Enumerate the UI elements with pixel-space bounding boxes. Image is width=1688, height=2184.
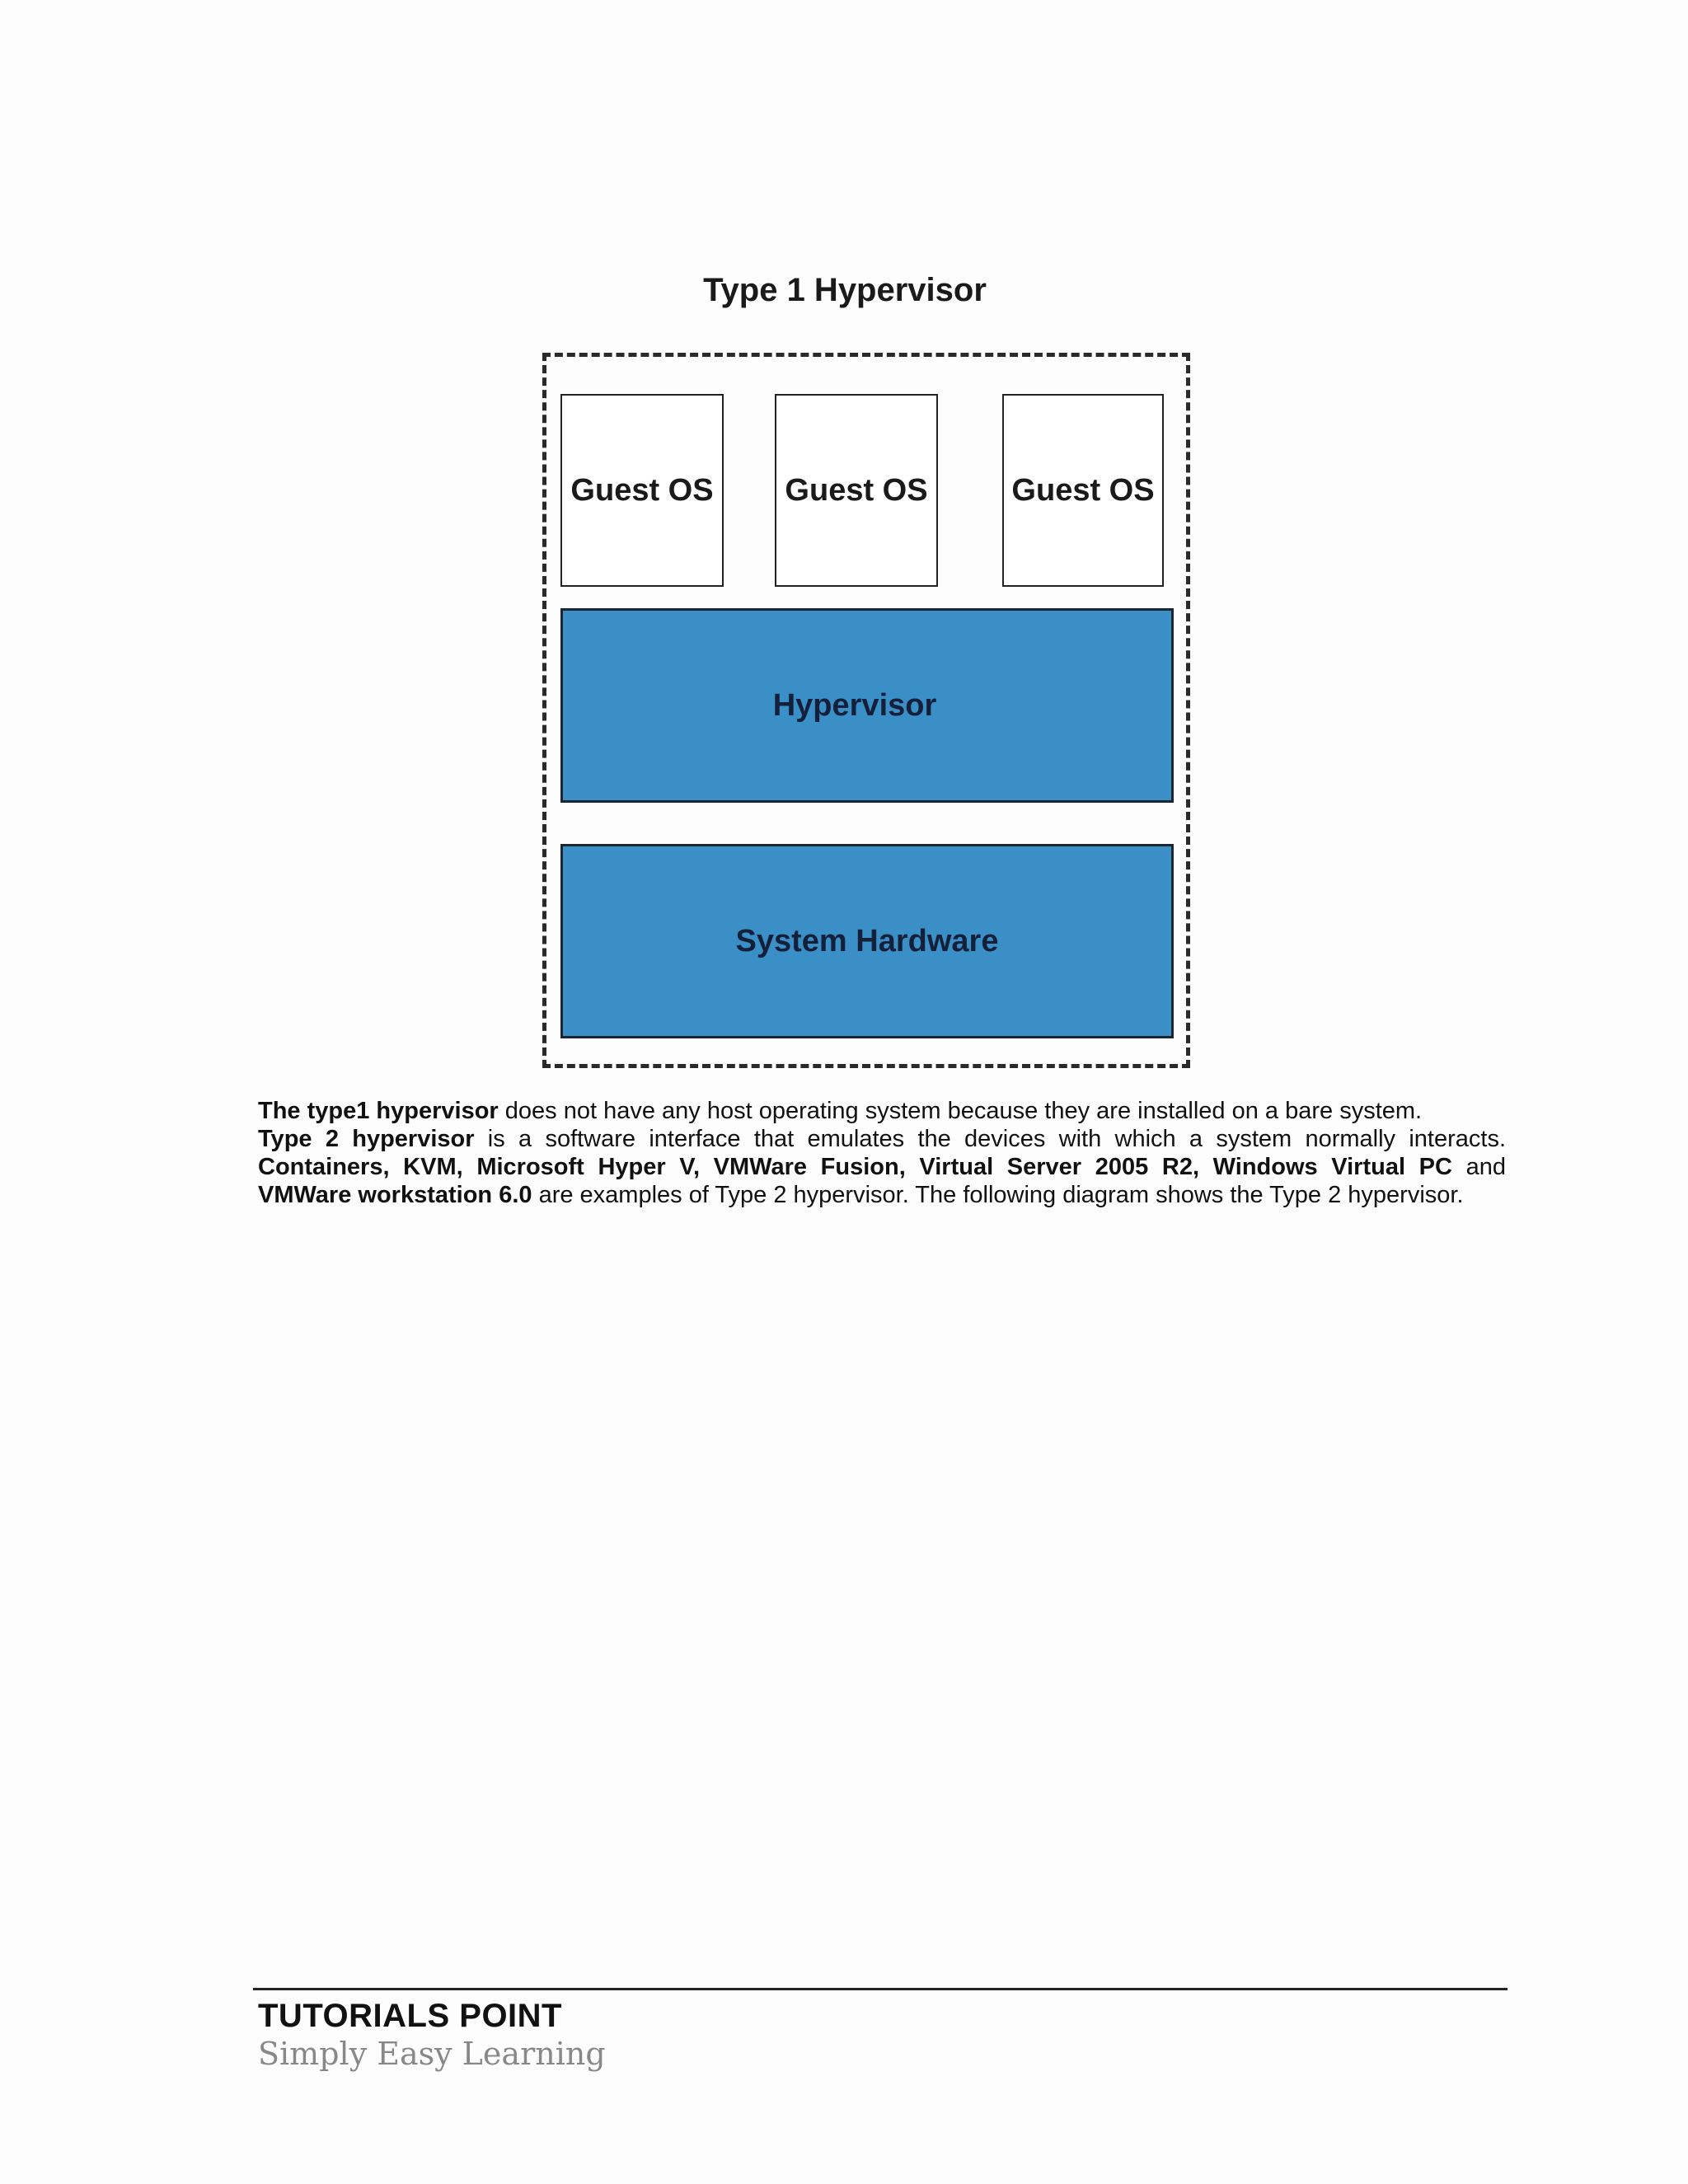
paragraph-type1 [258, 1097, 1506, 1125]
system-hardware-layer [560, 844, 1174, 1038]
hypervisor-layer [560, 608, 1174, 803]
footer-brand: TUTORIALS POINT [258, 1998, 562, 2034]
footer-tagline: Simply Easy Learning [258, 2036, 606, 2072]
p1-text: does not have any host operating system because they are installed on a bare system. [498, 1098, 1423, 1124]
p2-text-2: and [1451, 1154, 1506, 1180]
diagram-title: Type 1 Hypervisor [703, 272, 987, 308]
paragraph-type2 [258, 1125, 1506, 1209]
hypervisor-label: Hypervisor [772, 687, 937, 723]
system-hardware-label: System Hardware [735, 923, 999, 958]
p2-text-1: is a software interface that emulates the devices with which a system normally interacts. [474, 1126, 1506, 1152]
guest-os-box-2: Guest OS [775, 394, 938, 587]
examples-list: Containers, KVM, Microsoft Hyper V, VMWare Fusion, Virtual Server 2005 R2, Windows Virtual PC [258, 1154, 1452, 1180]
footer-divider [253, 1988, 1507, 1990]
examples-vmware-workstation: VMWare workstation 6.0 [258, 1182, 532, 1208]
term-type1: The type1 hypervisor [258, 1098, 499, 1124]
p2-text-3: are examples of Type 2 hypervisor. The following diagram shows the Type 2 hypervisor. [532, 1182, 1464, 1208]
guest-os-box-3: Guest OS [1002, 394, 1164, 587]
guest-os-box-1: Guest OS [560, 394, 724, 587]
term-type2: Type 2 hypervisor [258, 1126, 475, 1152]
body-text [258, 1097, 1506, 1209]
